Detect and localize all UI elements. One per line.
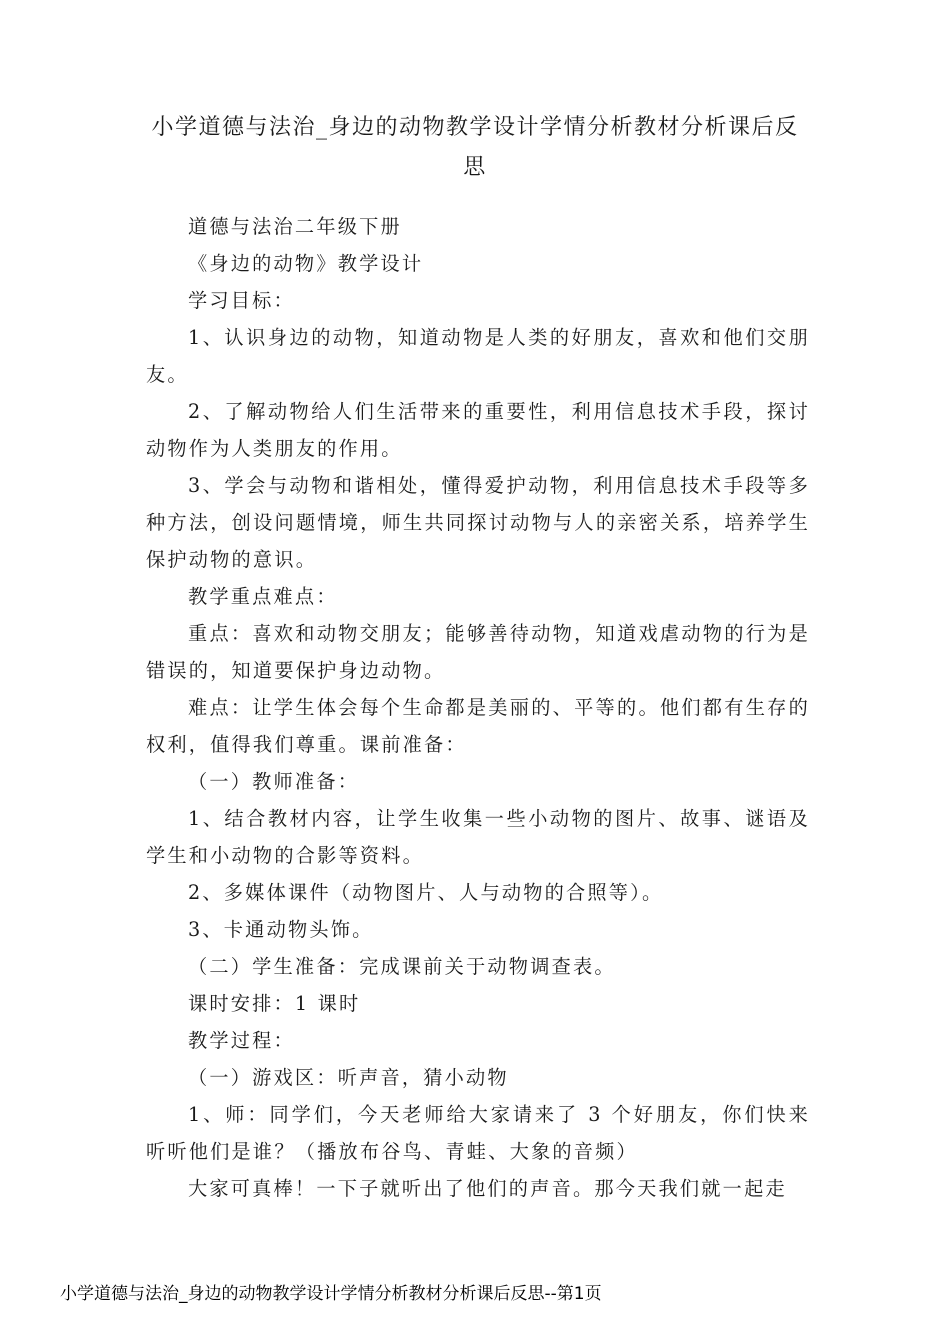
document-body: [146, 208, 810, 1207]
document-title: 小学道德与法治_身边的动物教学设计学情分析教材分析课后反思: [151, 115, 799, 180]
paragraph: 学习目标：: [188, 289, 295, 312]
paragraph: 1、认识身边的动物，知道动物是人类的好朋友，喜欢和他们交朋友。: [146, 326, 810, 386]
paragraph: 课时安排：1 课时: [188, 992, 361, 1015]
paragraph: 重点：喜欢和动物交朋友；能够善待动物，知道戏虐动物的行为是错误的，知道要保护身边动物。: [146, 622, 810, 682]
paragraph: 1、师：同学们，今天老师给大家请来了 3 个好朋友，你们快来听听他们是谁？（播放布谷鸟、青蛙、大象的音频）: [146, 1103, 810, 1163]
paragraph: （一）游戏区：听声音，猜小动物: [188, 1066, 509, 1089]
page-footer: 小学道德与法治_身边的动物教学设计学情分析教材分析课后反思--第1页: [60, 1284, 602, 1304]
paragraph: 2、多媒体课件（动物图片、人与动物的合照等）。: [188, 881, 664, 904]
paragraph: 3、卡通动物头饰。: [188, 918, 374, 941]
paragraph: 《身边的动物》教学设计: [188, 252, 424, 275]
paragraph: 教学过程：: [188, 1029, 295, 1052]
paragraph: 2、了解动物给人们生活带来的重要性，利用信息技术手段，探讨动物作为人类朋友的作用。: [146, 400, 810, 460]
paragraph: 道德与法治二年级下册: [188, 215, 402, 238]
paragraph: （一）教师准备：: [188, 770, 360, 793]
paragraph: 教学重点难点：: [188, 585, 338, 608]
paragraph: 3、学会与动物和谐相处，懂得爱护动物，利用信息技术手段等多种方法，创设问题情境，师生共同探讨动物与人的亲密关系，培养学生保护动物的意识。: [146, 474, 810, 571]
paragraph: 1、结合教材内容，让学生收集一些小动物的图片、故事、谜语及学生和小动物的合影等资料。: [146, 807, 810, 867]
paragraph: 难点：让学生体会每个生命都是美丽的、平等的。他们都有生存的权利，值得我们尊重。课前准备：: [146, 696, 810, 756]
paragraph: （二）学生准备：完成课前关于动物调查表。: [188, 955, 616, 978]
paragraph: 大家可真棒！一下子就听出了他们的声音。那今天我们就一起走: [188, 1177, 787, 1200]
